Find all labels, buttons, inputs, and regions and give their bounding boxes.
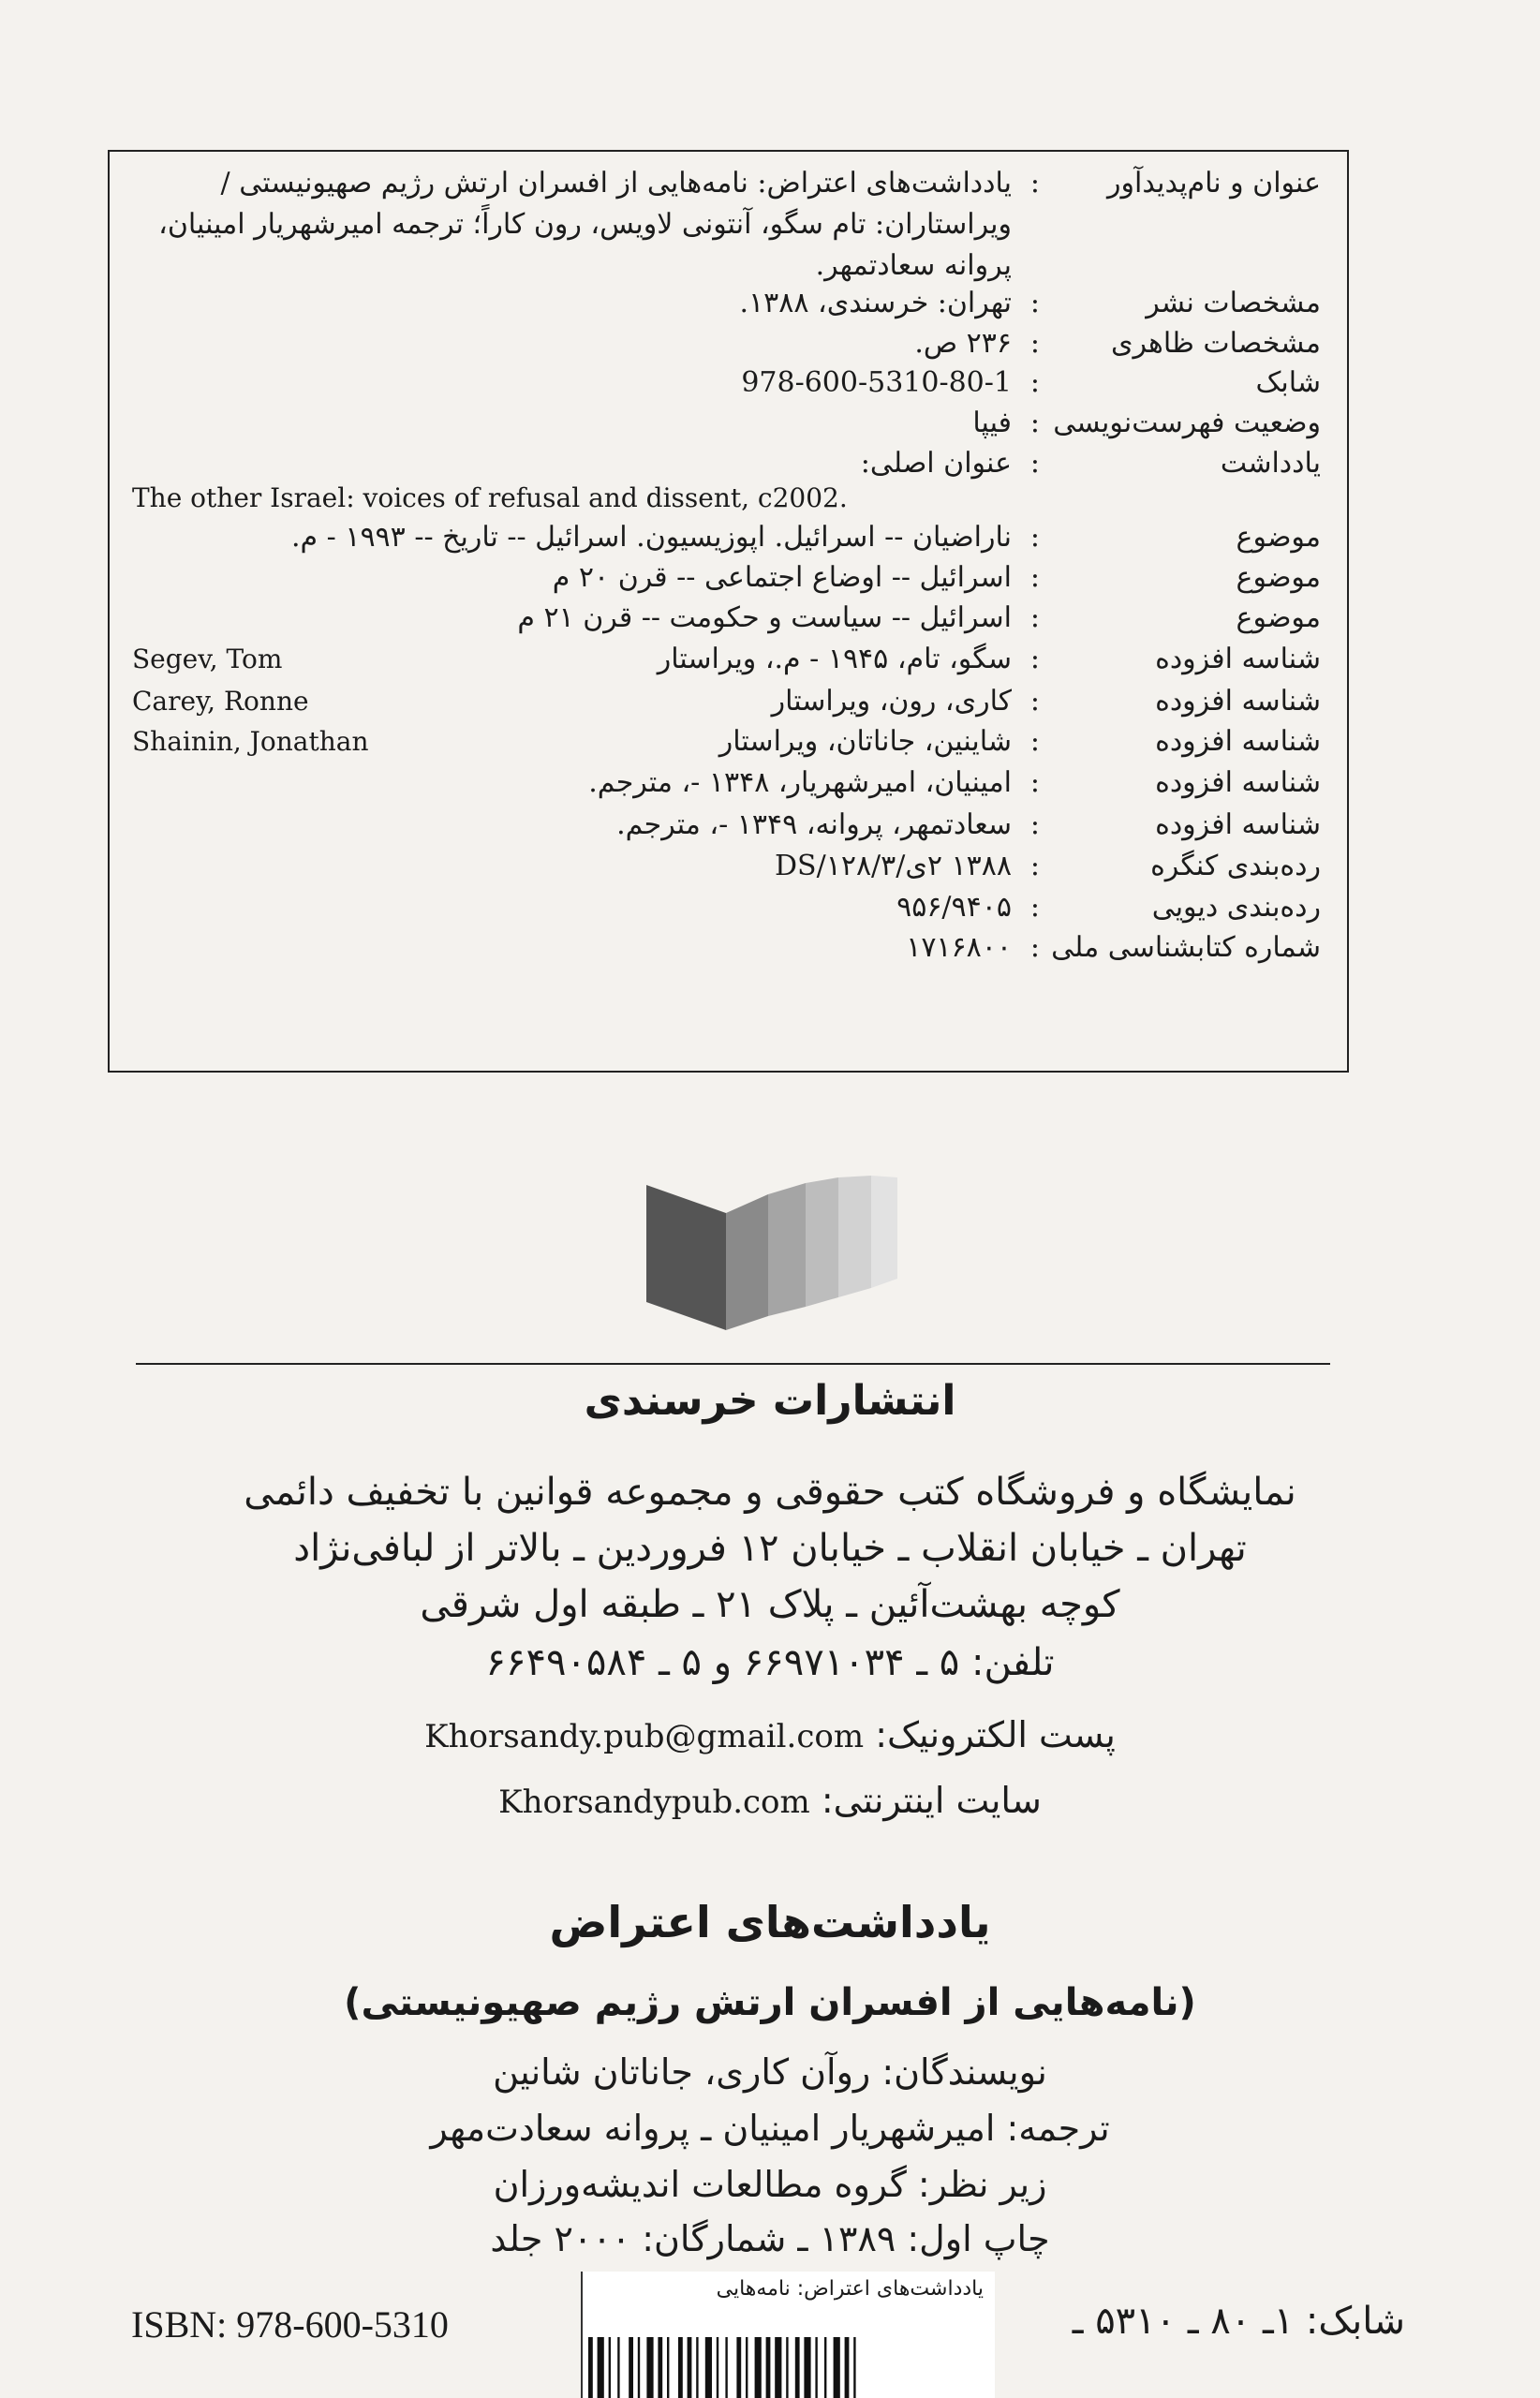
- barcode-bar: [815, 2337, 817, 2398]
- cip-colon: :: [1029, 850, 1040, 882]
- cip-colon: :: [1029, 891, 1040, 924]
- cip-value: کاری، رون، ویراستار: [771, 685, 1012, 718]
- address-line: کوچه بهشت‌آئین ـ پلاک ۲۱ ـ طبقه اول شرقی: [420, 1583, 1120, 1626]
- edition-line: چاپ اول: ۱۳۸۹ ـ شمارگان: ۲۰۰۰ جلد: [490, 2218, 1050, 2259]
- barcode-bar: [598, 2337, 604, 2398]
- translators-line: ترجمه: امیرشهریار امینیان ـ پروانه سعادت‌مهر: [430, 2108, 1110, 2149]
- cip-row: [132, 805, 1321, 846]
- cip-box: [108, 150, 1349, 1073]
- email-address[interactable]: Khorsandy.pub@gmail.com: [424, 1718, 865, 1755]
- cip-row: [132, 721, 1321, 762]
- cip-label: مشخصات ظاهری: [1110, 327, 1321, 360]
- cip-value: امینیان، امیرشهریار، ۱۳۴۸ -، مترجم.: [588, 766, 1012, 799]
- barcode-bar: [678, 2337, 683, 2398]
- barcode-bar: [725, 2337, 727, 2398]
- cip-label: موضوع: [1236, 601, 1321, 634]
- website-line: [0, 1780, 1540, 1821]
- barcode-bar: [688, 2337, 692, 2398]
- barcode-bar: [795, 2337, 800, 2398]
- barcode-bar: [667, 2337, 669, 2398]
- barcode-bar: [736, 2337, 741, 2398]
- barcode-bar: [705, 2337, 712, 2398]
- barcode-bar: [786, 2337, 788, 2398]
- barcode-bar: [588, 2337, 593, 2398]
- address-line: نمایشگاه و فروشگاه کتب حقوقی و مجموعه قوانین با تخفیف دائمی: [244, 1471, 1296, 1514]
- cip-label: شناسه افزوده: [1155, 643, 1321, 675]
- cip-latin-name: Segev, Tom: [132, 639, 289, 680]
- cip-row: [132, 598, 1321, 639]
- cip-value: 978-600-5310-80-1: [741, 366, 1012, 399]
- barcode: [581, 2272, 995, 2398]
- supervision-line: زیر نظر: گروه مطالعات اندیشه‌ورزان: [493, 2164, 1047, 2205]
- cip-value: تهران: خرسندی، ۱۳۸۸.: [739, 287, 1012, 319]
- cip-label: شابک: [1255, 366, 1321, 399]
- cip-label: عنوان و نام‌پدیدآور: [1107, 167, 1321, 200]
- cip-colon: :: [1029, 407, 1040, 439]
- cip-label: رده‌بندی دیویی: [1151, 891, 1321, 924]
- book-title: یادداشت‌های اعتراض: [549, 1897, 991, 1947]
- cip-value: سعادتمهر، پروانه، ۱۳۴۹ -، مترجم.: [616, 808, 1012, 841]
- cip-value: ۱۷۱۶۸۰۰: [906, 931, 1012, 964]
- cip-latin-name: Carey, Ronne: [132, 681, 317, 722]
- cip-row: [132, 517, 1321, 558]
- cip-value: ناراضیان -- اسرائیل. اپوزیسیون. اسرائیل -- تاریخ -- ۱۹۹۳ - م.: [291, 521, 1012, 554]
- website-url[interactable]: Khorsandypub.com: [498, 1784, 810, 1821]
- email-line: [0, 1714, 1540, 1755]
- barcode-bar: [717, 2337, 718, 2398]
- cip-label: شماره کتابشناسی ملی: [1051, 931, 1321, 964]
- cip-row: [132, 557, 1321, 599]
- barcode-bar: [775, 2337, 781, 2398]
- cip-colon: :: [1029, 327, 1040, 360]
- cip-label: یادداشت: [1220, 447, 1321, 480]
- cip-label: شناسه افزوده: [1155, 808, 1321, 841]
- cip-colon: :: [1029, 167, 1040, 200]
- barcode-bars-icon: [588, 2337, 982, 2398]
- barcode-bar: [766, 2337, 771, 2398]
- cip-label: موضوع: [1236, 521, 1321, 554]
- cip-original-title: The other Israel: voices of refusal and dissent, c2002.: [132, 482, 848, 513]
- logo-page-fan: [726, 1176, 897, 1330]
- cip-colon: :: [1029, 447, 1040, 480]
- cip-label: شناسه افزوده: [1155, 766, 1321, 799]
- book-subtitle: (نامه‌هایی از افسران ارتش رژیم صهیونیستی): [344, 1981, 1196, 2024]
- cip-value: اسرائیل -- اوضاع اجتماعی -- قرن ۲۰ م: [552, 561, 1012, 594]
- cip-colon: :: [1029, 643, 1040, 675]
- cip-latin-name: Shainin, Jonathan: [132, 721, 377, 762]
- cip-colon: :: [1029, 366, 1040, 399]
- cip-row: [132, 762, 1321, 804]
- publisher-name: انتشارات خرسندی: [584, 1377, 956, 1425]
- barcode-bar: [853, 2337, 855, 2398]
- cip-colon: :: [1029, 685, 1040, 718]
- cip-label: شناسه افزوده: [1155, 685, 1321, 718]
- email-label: پست الکترونیک:: [875, 1714, 1116, 1755]
- cip-colon: :: [1029, 931, 1040, 964]
- cip-value: فیپا: [972, 407, 1012, 439]
- barcode-bar: [804, 2337, 810, 2398]
- cip-row: [132, 283, 1321, 324]
- cip-value: سگو، تام، ۱۹۴۵ - م.، ویراستار: [657, 643, 1012, 675]
- barcode-bar: [638, 2337, 640, 2398]
- barcode-bar: [629, 2337, 633, 2398]
- cip-label: مشخصات نشر: [1146, 287, 1321, 319]
- barcode-bar: [658, 2337, 662, 2398]
- cip-colon: :: [1029, 725, 1040, 758]
- barcode-bar: [845, 2337, 850, 2398]
- isbn-persian: شابک: ۱ـ ۸۰ ـ ۵۳۱۰ ـ: [1072, 2300, 1405, 2343]
- cip-colon: :: [1029, 601, 1040, 634]
- cip-label: شناسه افزوده: [1155, 725, 1321, 758]
- cip-row: [132, 681, 1321, 722]
- isbn-english: ISBN: 978-600-5310: [131, 2303, 449, 2346]
- barcode-bar: [609, 2337, 611, 2398]
- divider-rule: [136, 1363, 1330, 1365]
- cip-label: رده‌بندی کنگره: [1150, 850, 1321, 882]
- cip-row: [132, 887, 1321, 928]
- cip-colon: :: [1029, 766, 1040, 799]
- publisher-logo-icon: [646, 1176, 899, 1335]
- cip-colon: :: [1029, 287, 1040, 319]
- barcode-bar: [824, 2337, 826, 2398]
- cip-label: وضعیت فهرست‌نویسی: [1053, 407, 1321, 439]
- address-line: تهران ـ خیابان انقلاب ـ خیابان ۱۲ فروردین ـ بالاتر از لبافی‌نژاد: [293, 1527, 1247, 1570]
- cip-row: [132, 403, 1321, 444]
- cip-value: ۱۳۸۸ ۲ی/۱۲۸/۳/DS: [775, 850, 1012, 882]
- website-label: سایت اینترنتی:: [821, 1780, 1042, 1821]
- cip-value: یادداشت‌های اعتراض: نامه‌هایی از افسران ارتش رژیم صهیونیستی / ‌ویراستاران: تام سگو، آنتونی لاویس، رون کاراً؛ ترجمه امیرشهریار امینیان، پروانه سعادتمهر.: [158, 167, 1012, 282]
- barcode-bar: [696, 2337, 698, 2398]
- cip-colon: :: [1029, 521, 1040, 554]
- cip-colon: :: [1029, 561, 1040, 594]
- cip-row: [132, 639, 1321, 680]
- phone-line: تلفن: ۵ ـ ۶۶۹۷۱۰۳۴ و ۵ ـ ۶۶۴۹۰۵۸۴: [485, 1641, 1055, 1684]
- cip-row: [132, 927, 1321, 969]
- barcode-bar: [755, 2337, 762, 2398]
- barcode-bar: [646, 2337, 653, 2398]
- cip-value: شاینین، جاناتان، ویراستار: [718, 725, 1012, 758]
- cip-label: موضوع: [1236, 561, 1321, 594]
- cip-row: [132, 363, 1321, 404]
- barcode-bar: [746, 2337, 748, 2398]
- cip-colon: :: [1029, 808, 1040, 841]
- cip-value: اسرائیل -- سیاست و حکومت -- قرن ۲۱ م: [517, 601, 1012, 634]
- cip-value: عنوان اصلی:: [860, 447, 1012, 480]
- barcode-caption: یادداشت‌های اعتراض: نامه‌هایی: [716, 2277, 984, 2301]
- authors-line: نویسندگان: روآن کاری، جاناتان شانین: [493, 2051, 1047, 2093]
- cip-row: [132, 163, 1321, 282]
- cip-row: [132, 323, 1321, 364]
- cip-value: ۹۵۶/۹۴۰۵: [896, 891, 1012, 924]
- cip-row: [132, 846, 1321, 887]
- cip-value: ۲۳۶ ص.: [914, 327, 1012, 360]
- barcode-bar: [834, 2337, 840, 2398]
- barcode-bar: [617, 2337, 619, 2398]
